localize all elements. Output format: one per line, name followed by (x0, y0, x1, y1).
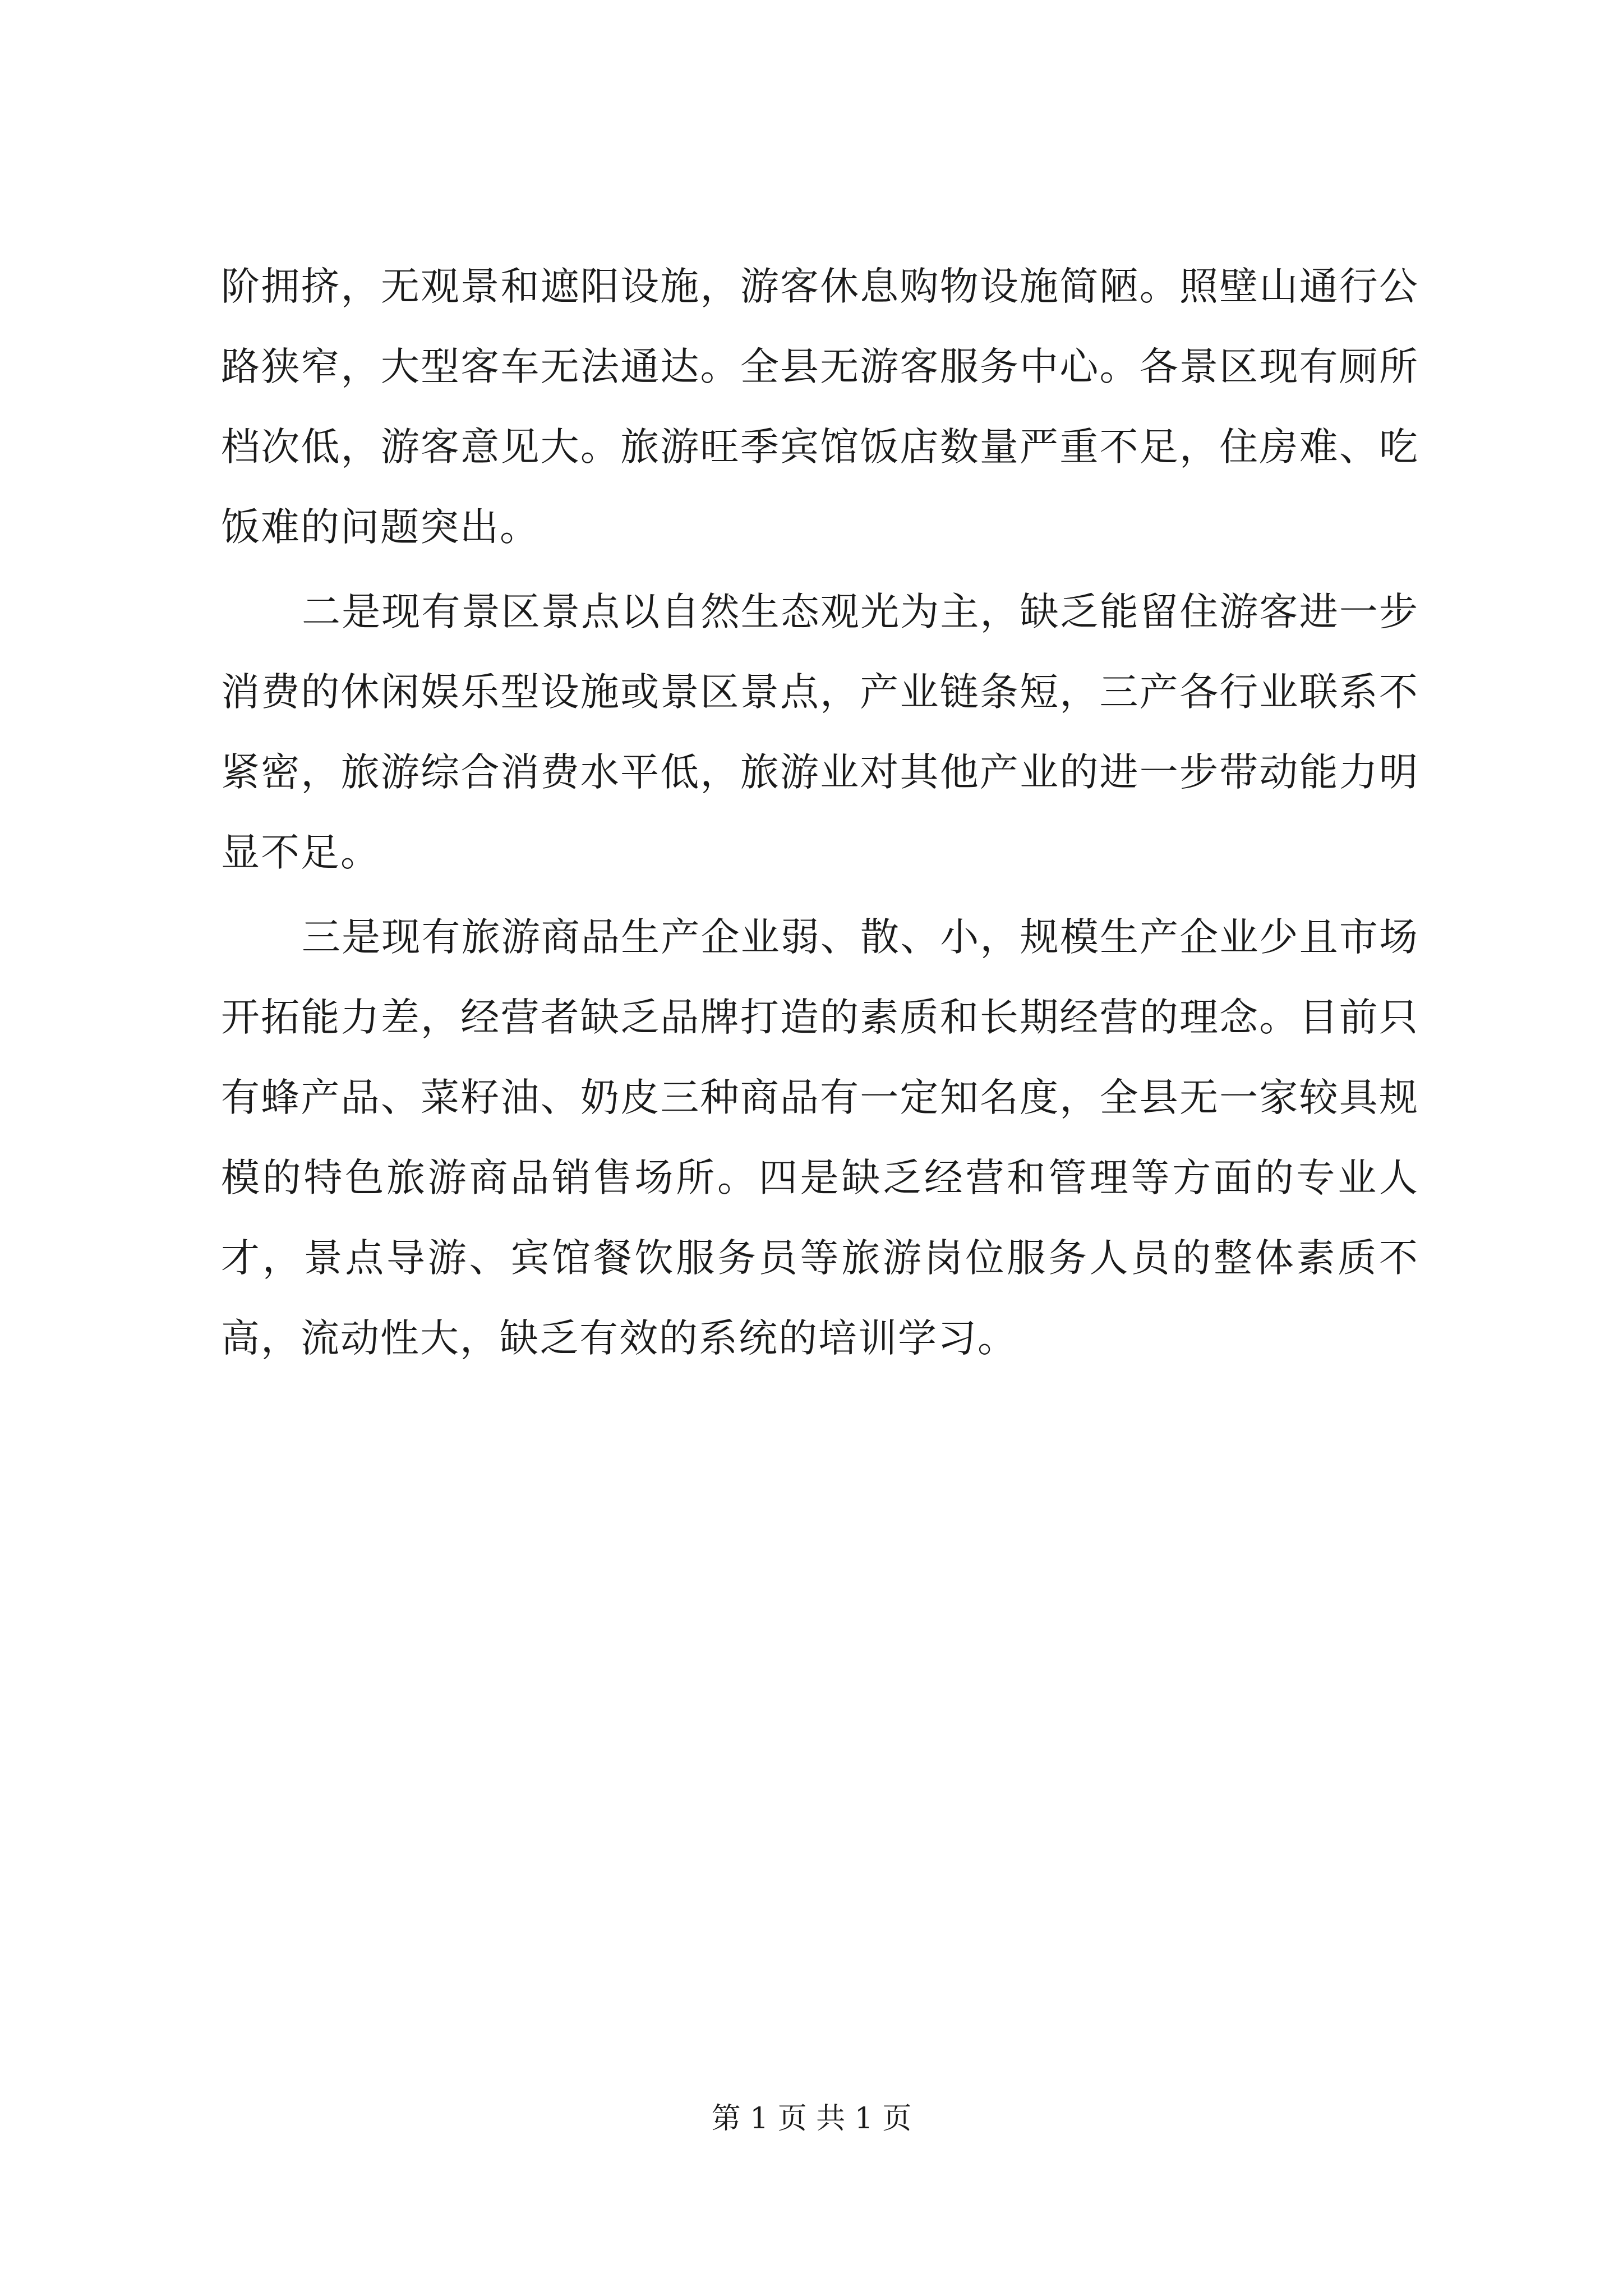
paragraph-point-two: 二是现有景区景点以自然生态观光为主，缺乏能留住游客进一步消费的休闲娱乐型设施或景区景点，产业链条短，三产各行业联系不紧密，旅游综合消费水平低，旅游业对其他产业的进一步带动能力明显不足。 (221, 590, 1419, 875)
paragraph-point-three: 三是现有旅游商品生产企业弱、散、小，规模生产企业少且市场开拓能力差，经营者缺乏品牌打造的素质和长期经营的理念。目前只有蜂产品、菜籽油、奶皮三种商品有一定知名度，全县无一家较具规模的特色旅游商品销售场所。四是缺乏经营和管理等方面的专业人才，景点导游、宾馆餐饮服务员等旅游岗位服务人员的整体素质不高，流动性大，缺乏有效的系统的培训学习。 (221, 915, 1419, 1361)
paragraph-continued: 阶拥挤，无观景和遮阳设施，游客休息购物设施简陋。照壁山通行公路狭窄，大型客车无法通达。全县无游客服务中心。各景区现有厕所档次低，游客意见大。旅游旺季宾馆饭店数量严重不足，住房难、吃饭难的问题突出。 (221, 264, 1419, 550)
page-footer: 第 1 页 共 1 页 (711, 2102, 912, 2136)
document-body (221, 247, 1419, 1379)
